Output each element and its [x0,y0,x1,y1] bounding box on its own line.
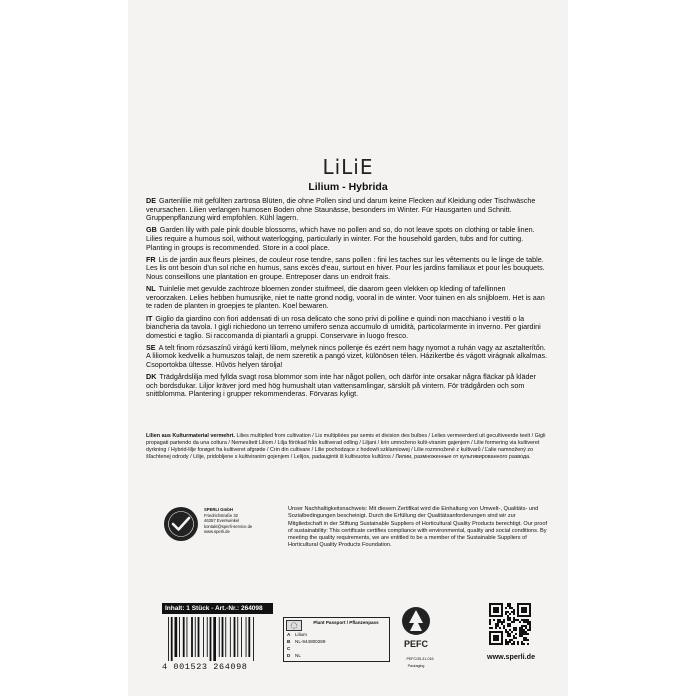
qr-module [523,643,525,645]
description-text: Giglio da giardino con fiori addensati di un rosa delicato che sono privi di polline e quindi non macchiano i vestiti o la biancheria da tavola. I gigli richiedono un terreno umifero senza accumulo di umidità, particolarmente in inverno. Per giardini domestici e taglio. Si raccomanda di piantarli a gruppi. Conservare in luogo fresco. [146,313,541,340]
qr-module [523,637,525,639]
article-label: Inhalt: 1 Stück - Art.-Nr.: 264098 [162,603,273,614]
qr-module [507,623,509,625]
qr-module [525,627,527,629]
qr-module [509,619,511,621]
qr-module [495,625,497,627]
qr-module [509,623,511,625]
qr-module [519,631,521,633]
description-gb [146,226,548,252]
qr-module [511,639,513,641]
website-link[interactable]: www.sperli.de [487,652,536,661]
qr-module [521,635,523,637]
barcode-number: 4 001523 264098 [162,662,248,672]
qr-module [521,607,527,613]
description-it [146,315,548,341]
qr-module [523,629,525,631]
qr-module [527,619,529,621]
language-code: SE [146,342,156,352]
qr-module [525,625,527,627]
qr-module [507,641,509,643]
qr-module [511,643,513,645]
description-text: A telt finom rózsaszínű virágú kerti liliom, melynek nincs pollenje és ezért nem hagy nyomot a ruhán vagy az asztalterítőn. A liliomok kedvelik a humuszos talajt, de nem szeretik a pangó vizet, különösen télen. Házikertbe és vágott virágnak alkalmas. Csoportokba ültesse. Hűvös helyen tárolja! [146,342,548,370]
qr-module [527,623,529,625]
qr-module [513,611,515,613]
qr-module [509,617,511,619]
company-name: SPERLI GmbH [204,507,233,512]
qr-module [529,625,531,627]
description-de [146,197,548,223]
qr-module [511,607,513,609]
qr-module [507,603,509,605]
qr-module [503,627,505,629]
barcode-bar [191,617,193,657]
qr-module [507,615,509,617]
language-code: FR [146,254,156,264]
qr-module [499,621,501,623]
qr-module [505,643,507,645]
description-text: Garden lily with pale pink double blossoms, which have no pollen and so, do not leave spots on clothing or table linen. Lilies require a humous soil, without waterlogging, particularly in winter. For the household garden, tubs and for cutting. Planting in groups is recommended. Store in a cool place. [146,225,535,252]
origin-heading: Lilien aus Kulturmaterial vermehrt. [146,433,235,439]
qr-module [513,643,515,645]
product-subtitle: Lilium - Hybrida [308,181,388,193]
product-title: LiLiE [322,155,374,179]
barcode-bar [241,617,242,657]
passport-line-c: C [287,646,291,651]
description-text: Lis de jardin aux fleurs pleines, de couleur rose tendre, sans pollen : fini les taches sur les vêtements ou le linge de table. Les lis ont besoin d'un sol riche en humus, sans excès d'eau, surtout en hiver. Pour les jardins familiaux et pour les bouquets. Nous conseillons une plantation en groupe. Entreposer dans un endroit frais. [146,254,545,281]
qr-module [505,629,507,631]
qr-module [505,613,507,615]
passport-line-b: B NL-944800289 [287,639,326,644]
qr-module [513,609,515,611]
qr-module [513,627,515,629]
company-web: www.sperli.de [204,529,230,534]
barcode-bar [175,617,178,657]
qr-module [513,635,515,637]
language-code: IT [146,313,153,323]
qr-module [511,611,513,613]
passport-header: Plant Passport / Pflanzenpass [313,620,379,625]
passport-line-d: D NL [287,653,301,658]
language-code: DK [146,372,157,382]
qr-module [507,619,509,621]
qr-module [521,631,523,633]
pefc-logo-icon [398,603,434,657]
qr-module [505,631,507,633]
qr-module [527,643,529,645]
qr-module [513,613,515,615]
barcode-bar [198,617,200,657]
qr-module [507,617,509,619]
barcode-bar [183,617,185,657]
qr-module [521,629,523,631]
qr-module [521,633,523,635]
description-text: Tuinlelie met gevulde zachtroze bloemen zonder stuifmeel, die daarom geen vlekken op kleding of tafellinnen veroorzaken. Lelies hebben humusrijke, niet te natte grond nodig, vooral in de winter. Voor tuinen en als snijbloem. Het is aan te raden de planten in groepjes te planten. Koel bewaren. [146,284,545,311]
qr-module [509,633,511,635]
qr-module [519,621,521,623]
qr-module [503,625,505,627]
qr-module [521,627,523,629]
qr-module [499,627,501,629]
qr-module [489,619,491,621]
qr-module [507,635,509,637]
qr-module [521,619,523,621]
qr-module [507,605,509,607]
qr-module [525,621,527,623]
qr-module [527,633,529,635]
qr-module [523,633,525,635]
language-code: GB [146,225,157,235]
qr-module [509,603,511,605]
qr-module [525,619,527,621]
pefc-packaging: Packaging [407,664,425,668]
language-code: NL [146,284,156,294]
barcode-bar [219,617,220,657]
qr-code[interactable] [489,603,531,645]
qr-module [505,611,507,613]
description-text: Trädgårdslilja med fyllda svagt rosa blommor som inte har något pollen, och därför inte orsakar några fläckar på kläder och bordsdukar. Liljor kräver jord med hög humushalt utan vattensamlingar, särskilt på vintern. För trädgården och som snittblomma. Plantering i grupper rekommenderas. Förvaras kyligt. [146,372,536,399]
qr-module [511,621,513,623]
qr-module [509,605,511,607]
qr-module [527,639,529,641]
qr-module [515,629,517,631]
qr-module [503,619,505,621]
qr-module [523,625,525,627]
qr-module [497,625,499,627]
ean-barcode [162,617,272,661]
qr-module [489,621,491,623]
qr-module [509,613,511,615]
qr-module [501,623,503,625]
barcode-bar [179,617,180,657]
qr-module [511,631,513,633]
qr-module [523,619,525,621]
qr-module [521,643,523,645]
company-email: kontakt@sperli-service.de [204,523,253,529]
plant-passport [283,617,390,662]
qr-module [519,627,521,629]
qr-module [513,617,515,619]
qr-module [515,633,517,635]
qr-module [489,623,491,625]
qr-module [513,637,515,639]
description-nl [146,285,548,311]
qr-module [491,627,493,629]
qr-module [529,627,531,629]
qr-module [519,633,521,635]
description-se [146,344,548,370]
description-text: Gartenlilie mit gefüllten zartrosa Blüten, die ohne Pollen sind und darum keine Flecken auf Kleidung oder Tischwäsche verursachen. Lilien verlangen humosen Boden ohne Staunässe, besonders im Winter. Für Hausgarten und Schnitt. Gruppenpflanzung wird empfohlen. Kühl lagern. [146,196,536,223]
qr-module [525,637,527,639]
qr-module [503,621,505,623]
qr-module [509,607,511,609]
company-street: Friedrichstraße 32 [204,512,238,518]
qr-module [509,635,511,637]
barcode-bar [246,617,247,657]
qr-module [527,621,529,623]
qr-module [515,637,517,639]
qr-module [523,639,525,641]
passport-line-a: A Lilium [287,632,307,637]
eu-flag-icon [286,620,302,631]
barcode-bar [253,617,254,661]
qr-module [497,619,499,621]
qr-module [493,635,499,641]
qr-module [517,619,519,621]
qr-module [519,629,521,631]
qr-module [515,619,517,621]
qr-module [505,607,507,609]
barcode-bar [237,617,238,657]
qr-module [513,641,515,643]
pefc-code: PEFC/35-31-016 [406,657,434,661]
barcode-bar [207,617,208,657]
qr-module [513,629,515,631]
qr-module [501,621,503,623]
qr-module [495,623,497,625]
qr-module [497,621,499,623]
qr-module [529,621,531,623]
qr-module [521,641,523,643]
company-address [204,507,274,535]
language-code: DE [146,196,156,205]
pefc-logo-text: PEFC [403,639,429,649]
barcode-bar [168,617,169,661]
qr-module [529,623,531,625]
qr-module [499,619,501,621]
qr-module [509,629,511,631]
qr-module [517,641,519,643]
qr-module [505,639,507,641]
qr-module [523,631,525,633]
barcode-bar [248,617,250,657]
qr-module [493,619,495,621]
qr-module [507,625,509,627]
qr-module [521,625,523,627]
qr-module [517,643,519,645]
barcode-bar [195,617,196,657]
qr-module [523,621,525,623]
qr-module [515,627,517,629]
qr-module [497,623,499,625]
barcode-bar [171,617,173,661]
qr-module [507,643,509,645]
qr-module [525,633,527,635]
barcode-bar [222,617,224,657]
qr-module [493,607,499,613]
description-dk [146,373,548,399]
barcode-bar [203,617,204,657]
origin-notice [146,433,548,461]
sustainable-suppliers-seal-icon [163,506,199,542]
barcode-bar [213,617,216,661]
qr-module [505,641,507,643]
sustainability-statement: Unser Nachhaltigkeitsnachweis: Mit diesem Zertifikat wird die Einhaltung von Umwelt-, Qualitäts- und Sozialbedingungen bescheinigt. Durch die Erfüllung der Qualitätsanforderungen sind wir zur Mitgliedschaft in der Stiftung Sustainable Suppliers of Horticultural Quality Products berechtigt. Our proof of sustainability: This certificate certifies compliance with environmental, quality and social conditions. By meeting the quality requirements, we are entitled to be a member of the Sustainable Suppliers of Horticultural Quality Products Foundation. [288,506,547,549]
description-block [146,197,548,403]
barcode-bar [230,617,231,657]
qr-module [513,619,515,621]
company-city: 46357 Everswinkel [204,518,240,523]
barcode-bar [187,617,188,657]
qr-module [495,627,497,629]
qr-module [509,639,511,641]
barcode-bar [210,617,212,661]
qr-module [509,641,511,643]
origin-text: Lilies multiplied from cultivation / Lis multipliées par semis et division des bulbes / Lelies vermeerderd uit gecultiveerde teelt / Gigli propagati partendo da una coltura / Nemesített Liliom / Lilja förökad från kultiverad odling / Liljani / krin umnoženo kulti-viranim gajenjem / Lilie formering via kultiveret dyrkning / Hybrid-lilje forøget fra kultiveret afgrøde / Crin din cultivare / Lilie pochodzące z hodowli szklarniowej / Lilie rozmnožené z kultivarů / Ľalie namnožený zo šľachtenej odrody / Lilije, pridobljene s kultiviranim gojenjem / Lelijos, padaugintii iš kultivuotos kultūros / Лилии, размноженные от культивированного развода. [146,433,546,460]
barcode-bar [234,617,236,657]
qr-module [507,631,509,633]
qr-module [489,627,491,629]
qr-module [509,625,511,627]
qr-module [507,633,509,635]
barcode-bar [225,617,226,657]
qr-module [529,629,531,631]
qr-module [527,629,529,631]
qr-module [513,621,515,623]
qr-module [519,635,521,637]
qr-module [525,639,527,641]
qr-module [525,631,527,633]
description-fr [146,256,548,282]
qr-module [507,611,509,613]
